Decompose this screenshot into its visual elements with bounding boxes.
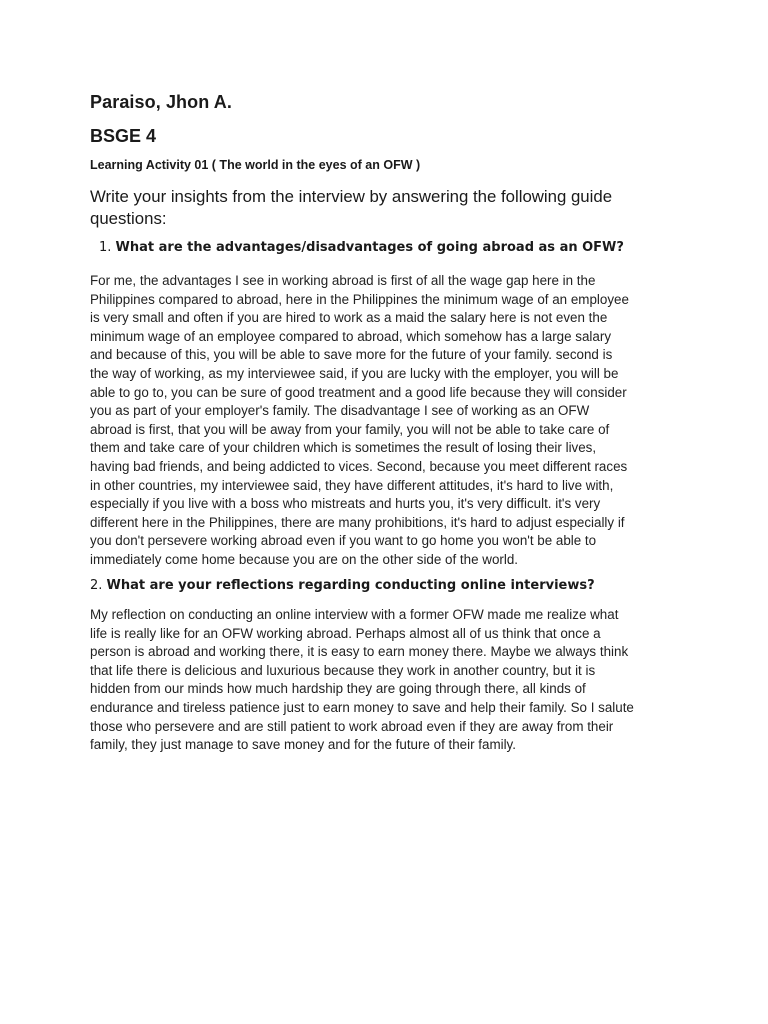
answer-line: My reflection on conducting an online interview with a former OFW made me realize what: [90, 607, 619, 622]
question-text: What are the advantages/disadvantages of going abroad as an OFW?: [115, 240, 624, 255]
answer-line: hidden from our minds how much hardship they are going through there, all kinds of: [90, 681, 586, 697]
question-number: 2.: [90, 578, 103, 593]
question-2: [90, 578, 595, 593]
section-label: BSGE 4: [90, 126, 157, 146]
answer-line: and because of this, you will be able to save more for the future of your family. second is: [90, 347, 613, 363]
answer-line: family, they just manage to save money and for the future of their family.: [90, 737, 516, 753]
answer-line: that life there is delicious and luxurious because they work in another country, but it is: [90, 662, 596, 678]
answer-line: the way of working, as my interviewee said, if you are lucky with the employer, you will be: [90, 365, 619, 381]
answer-line: life is really like for an OFW working abroad. Perhaps almost all of us think that once a: [90, 625, 601, 641]
answer-line: Philippines compared to abroad, here in the Philippines the minimum wage of an employee: [90, 291, 629, 307]
question-1: [99, 240, 624, 255]
answer-line: is very small and often if you are hired to work as a maid the salary here is not even the: [90, 310, 608, 326]
answer-line: endurance and tireless patience just to earn money to save and help their family. So I salute: [90, 699, 634, 715]
answer-line: in other countries, my interviewee said, they have different attitudes, it's hard to live with,: [90, 477, 614, 493]
answer-2: [90, 606, 665, 755]
answer-line: abroad is first, that you will be away from your family, you will not be able to take care of: [90, 421, 610, 437]
question-number: 1.: [99, 240, 112, 255]
answer-1: [90, 272, 665, 570]
answer-line: able to go to, you can be sure of good treatment and a good life because they will consider: [90, 384, 627, 400]
answer-line: having bad friends, and being addicted to vices. Second, because you meet different races: [90, 458, 628, 474]
answer-line: you as part of your employer's family. The disadvantage I see of working as an OFW: [90, 403, 590, 419]
instruction-text: Write your insights from the interview by answering the following guide questions:: [90, 187, 613, 228]
question-text: What are your reflections regarding conducting online interviews?: [106, 578, 595, 593]
answer-line: minimum wage of an employee compared to abroad, which somehow has a large salary: [90, 328, 612, 344]
answer-line: especially if you live with a boss who mistreats and hurts you, it's very difficult. it's very: [90, 496, 601, 512]
answer-line: you don't persevere working abroad even if you want to go home you won't be able to: [90, 533, 597, 549]
activity-title: Learning Activity 01 ( The world in the eyes of an OFW ): [90, 158, 421, 172]
student-name: Paraiso, Jhon A.: [90, 92, 232, 112]
answer-line: those who persevere and are still patient to work abroad even if they are away from their: [90, 718, 614, 734]
answer-line: different here in the Philippines, there are many prohibitions, it's hard to adjust especially if: [90, 514, 625, 530]
answer-line: them and take care of your children which is sometimes the result of losing their lives,: [90, 440, 597, 456]
answer-line: immediately come home because you are on the other side of the world.: [90, 551, 518, 567]
answer-line: person is abroad and working there, it is easy to earn money there. Maybe we always think: [90, 644, 629, 660]
answer-line: For me, the advantages I see in working abroad is first of all the wage gap here in the: [90, 273, 596, 288]
